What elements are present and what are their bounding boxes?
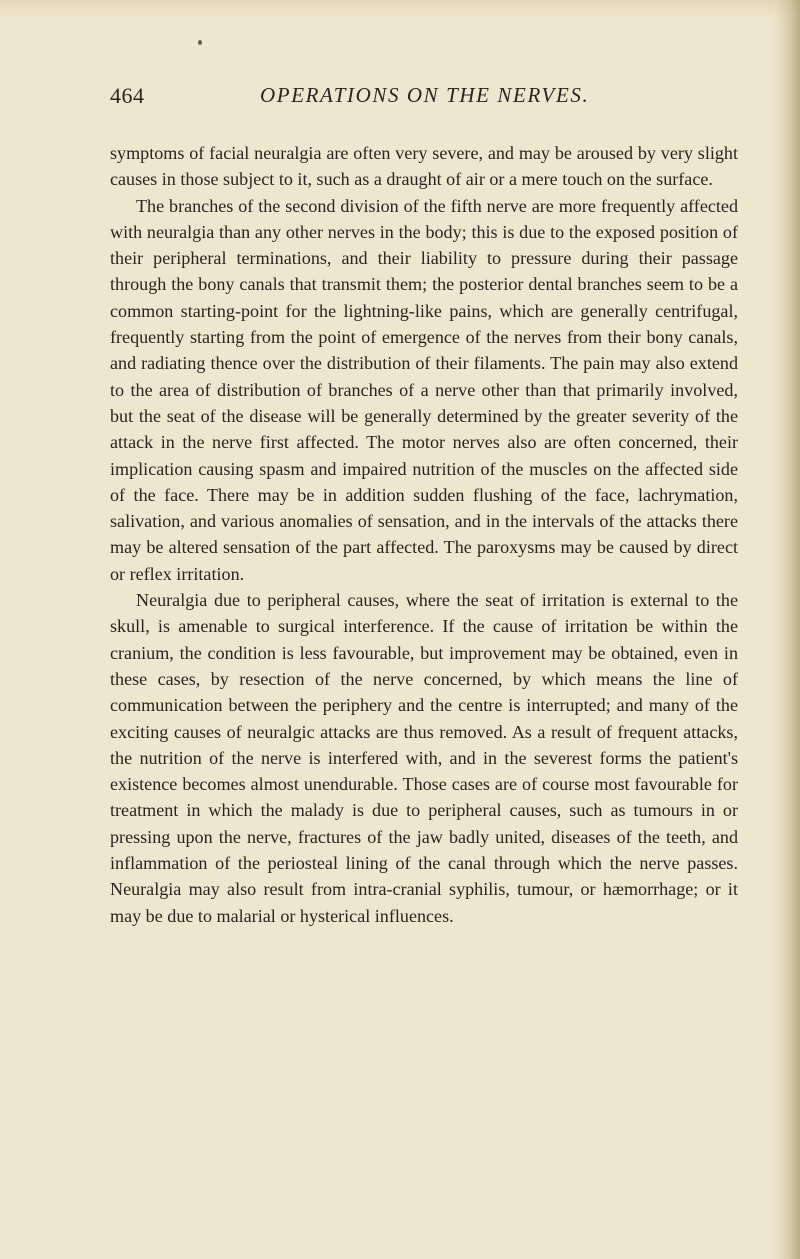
ink-speck [198,40,202,45]
page-number: 464 [110,83,145,108]
page-right-edge [774,0,800,1259]
page-header [110,83,740,115]
paragraph-2: The branches of the second division of the fifth nerve are more frequently affected with neuralgia than any other nerves in the body; this is due to the exposed position of their peripheral terminations, and their liability to pressure during their passage through the bony canals that transmit them; the posterior dental branches seem to be a common starting-point for the lightning-like pains, which are generally centrifugal, frequently starting from the point of emergence of the nerves from their bony canals, and radiating thence over the distribution of their filaments. The pain may also extend to the area of distribution of branches of a nerve other than that primarily involved, but the seat of the disease will be generally determined by the greater severity of the attack in the nerve first affected. The motor nerves also are often concerned, their implication causing spasm and impaired nutrition of the muscles on the affected side of the face. There may be in addition sudden flushing of the face, lachrymation, salivation, and various anomalies of sensation, and in the intervals of the attacks there may be altered sensation of the part affected. The paroxysms may be caused by direct or reflex irritation. [110,195,738,584]
paragraph-3: Neuralgia due to peripheral causes, where the seat of irritation is external to the skull, is amenable to surgical interference. If the cause of irritation be within the cranium, the condition is less favourable, but improvement may be obtained, even in these cases, by resection of the nerve concerned, by which means the line of communication between the periphery and the centre is interrupted; and many of the exciting causes of neuralgic attacks are thus removed. As a result of frequent attacks, the nutrition of the nerve is interfered with, and in the severest forms the patient's existence becomes almost unendurable. Those cases are of course most favourable for treatment in which the malady is due to peripheral causes, such as tumours in or pressing upon the nerve, fractures of the jaw badly united, diseases of the teeth, and inflammation of the periosteal lining of the canal through which the nerve passes. Neuralgia may also result from intra-cranial syphilis, tumour, or hæmorrhage; or it may be due to malarial or hysterical influences. [110,590,738,926]
page-top-shadow [0,0,800,18]
paragraph-1: symptoms of facial neuralgia are often very severe, and may be aroused by very slight causes in those subject to it, such as a draught of air or a mere touch on the surface. [110,143,738,190]
running-title: OPERATIONS ON THE NERVES. [260,83,590,107]
body-text [110,140,738,929]
